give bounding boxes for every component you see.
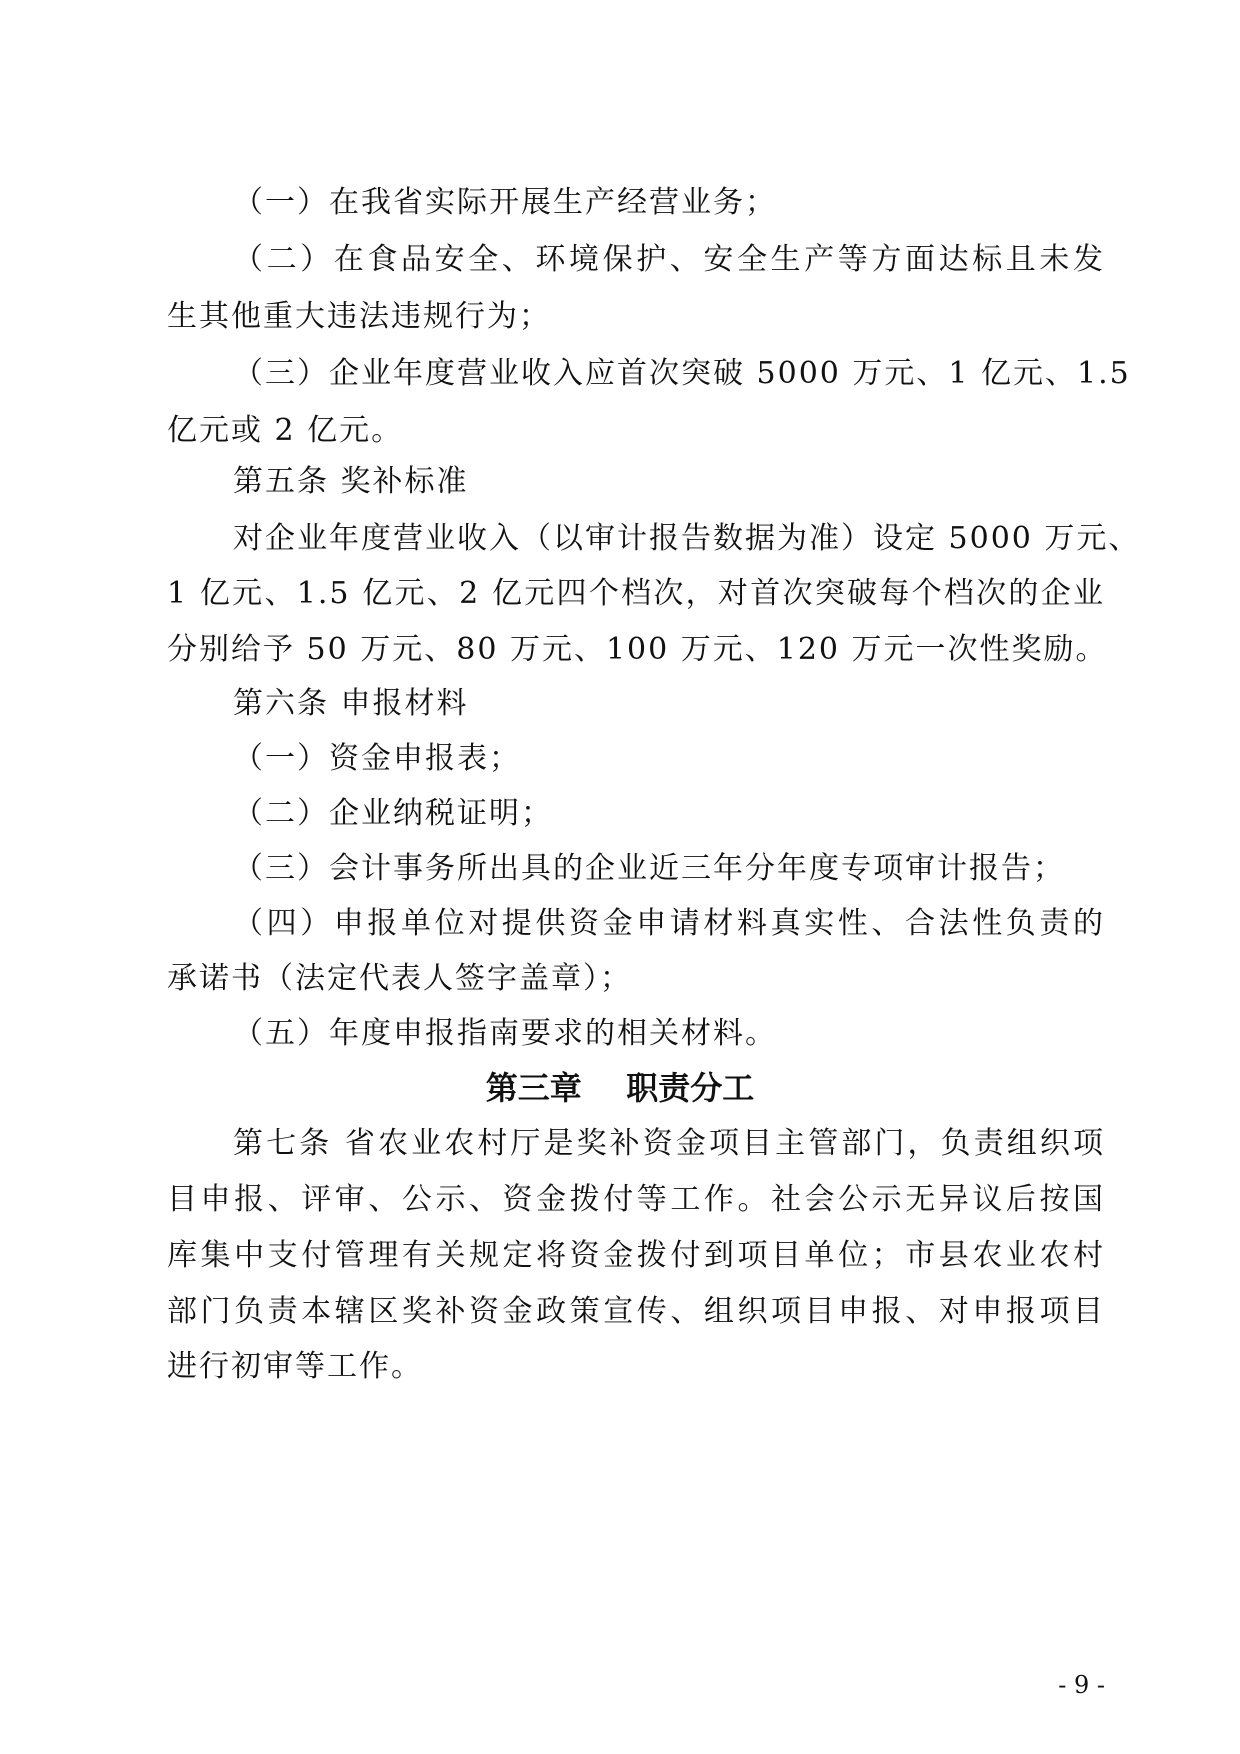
materials-item-4-line2: 承诺书（法定代表人签字盖章）； — [167, 961, 632, 996]
materials-item-5: （五）年度申报指南要求的相关材料。 — [233, 1016, 777, 1051]
article-7-line1: 第七条 省农业农村厅是奖补资金项目主管部门，负责组织项 — [233, 1126, 1105, 1161]
clause-item-2-compliance-line2: 生其他重大违法违规行为； — [167, 299, 551, 334]
article-5-body-line3: 分别给予 50 万元、80 万元、100 万元、120 万元一次性奖励。 — [167, 632, 1108, 667]
clause-item-2-compliance-line1: （二）在食品安全、环境保护、安全生产等方面达标且未发 — [233, 242, 1105, 277]
article-7-line5: 进行初审等工作。 — [167, 1349, 423, 1384]
article-6-heading: 第六条 申报材料 — [233, 686, 469, 721]
materials-item-4-line1: （四）申报单位对提供资金申请材料真实性、合法性负责的 — [233, 906, 1105, 941]
clause-item-1-business: （一）在我省实际开展生产经营业务； — [233, 185, 777, 220]
page-number: - 9 - — [1058, 1671, 1105, 1699]
clause-item-3-revenue-line2: 亿元或 2 亿元。 — [167, 413, 404, 448]
chapter-title: 第三章 职责分工 — [485, 1069, 755, 1107]
article-7-line3: 库集中支付管理有关规定将资金拨付到项目单位；市县农业农村 — [167, 1238, 1105, 1273]
materials-item-2: （二）企业纳税证明； — [233, 796, 553, 831]
materials-item-3: （三）会计事务所出具的企业近三年分年度专项审计报告； — [233, 851, 1065, 886]
article-7-line4: 部门负责本辖区奖补资金政策宣传、组织项目申报、对申报项目 — [167, 1294, 1105, 1329]
article-5-body-line2: 1 亿元、1.5 亿元、2 亿元四个档次，对首次突破每个档次的企业 — [167, 576, 1105, 611]
article-5-body-line1: 对企业年度营业收入（以审计报告数据为准）设定 5000 万元、 — [233, 521, 1141, 556]
clause-item-3-revenue-line1: （三）企业年度营业收入应首次突破 5000 万元、1 亿元、1.5 — [233, 356, 1131, 391]
article-7-line2: 目申报、评审、公示、资金拨付等工作。社会公示无异议后按国 — [167, 1182, 1105, 1217]
article-5-heading: 第五条 奖补标准 — [233, 464, 469, 499]
materials-item-1: （一）资金申报表； — [233, 741, 521, 776]
